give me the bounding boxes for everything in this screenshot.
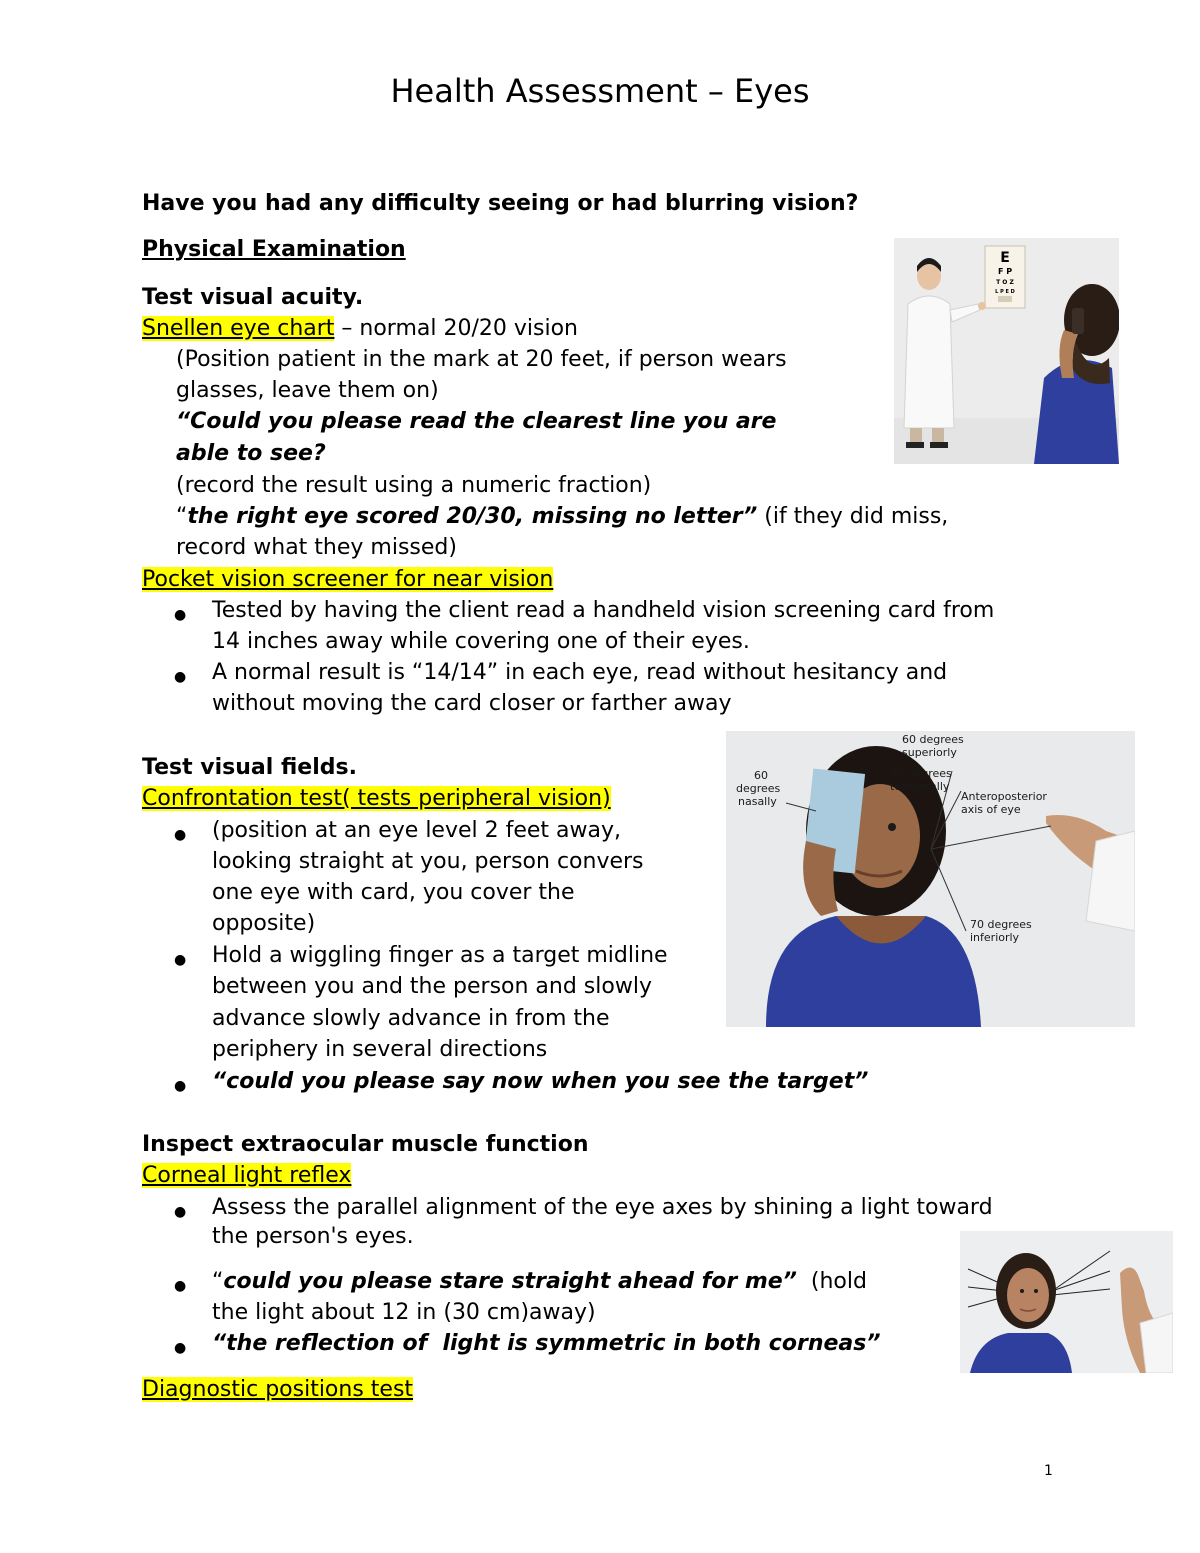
label-axis-2: axis of eye — [961, 803, 1021, 816]
confront-line — [142, 783, 611, 814]
page-number: 1 — [1044, 1463, 1053, 1479]
result-rest: (if they did miss, — [757, 504, 949, 529]
label-inferior-1: 70 degrees — [970, 918, 1032, 931]
result-quote: the right eye scored 20/30, missing no letter” — [187, 504, 758, 529]
eom-bullet-1b: the person's eyes. — [212, 1224, 414, 1249]
label-temporal-2: temporally — [890, 780, 950, 793]
acuity-result-end: record what they missed) — [176, 535, 457, 560]
corneal-line — [142, 1160, 351, 1191]
eom-bullet-2b: the light about 12 in (30 cm)away) — [212, 1300, 596, 1325]
eye-chart-row-3: T O Z — [996, 279, 1014, 286]
result-open-quote: “ — [176, 504, 188, 529]
fields-bullet-2b: between you and the person and slowly — [212, 974, 652, 999]
eom-bullet-3: “the reflection of light is symmetric in both corneas” — [212, 1331, 881, 1356]
acuity-result — [176, 501, 948, 532]
corneal-photo — [960, 1231, 1173, 1373]
acuity-record: (record the result using a numeric fraction) — [176, 473, 652, 498]
bullet-icon: ● — [174, 1204, 187, 1220]
label-nasal-2: degrees — [736, 782, 781, 795]
snellen-rest: – normal 20/20 vision — [334, 316, 578, 341]
fields-bullet-1b: looking straight at you, person convers — [212, 849, 644, 874]
intro-question: Have you had any difficulty seeing or had blurring vision? — [142, 191, 859, 216]
bullet-icon: ● — [174, 669, 187, 685]
page-title: Health Assessment – Eyes — [390, 72, 810, 110]
eom-heading: Inspect extraocular muscle function — [142, 1132, 589, 1157]
bullet-icon: ● — [174, 952, 187, 968]
diag-line — [142, 1374, 413, 1405]
section-heading: Physical Examination — [142, 237, 406, 262]
acuity-heading: Test visual acuity. — [142, 285, 364, 310]
label-nasal-1: 60 — [754, 769, 768, 782]
label-axis-1: Anteroposterior — [961, 790, 1047, 803]
snellen-label: Snellen eye chart — [142, 316, 335, 341]
snellen-photo — [894, 238, 1119, 464]
fields-bullet-1a: (position at an eye level 2 feet away, — [212, 818, 622, 843]
fields-bullet-2c: advance slowly advance in from the — [212, 1006, 610, 1031]
acuity-quote-2: able to see? — [176, 441, 326, 466]
bullet-icon: ● — [174, 827, 187, 843]
confrontation-photo — [726, 731, 1135, 1027]
pocket-bullet-2b: without moving the card closer or farther away — [212, 691, 732, 716]
eom-bullet-1a: Assess the parallel alignment of the eye axes by shining a light toward — [212, 1195, 993, 1220]
bullet-icon: ● — [174, 1078, 187, 1094]
pocket-bullet-2a: A normal result is “14/14” in each eye, read without hesitancy and — [212, 660, 948, 685]
acuity-quote-1: “Could you please read the clearest line you are — [176, 409, 777, 434]
bullet-icon: ● — [174, 607, 187, 623]
eye-chart-row-4: L P E D — [995, 289, 1015, 295]
label-superior-2: superiorly — [902, 746, 957, 759]
acuity-instruction-1: (Position patient in the mark at 20 feet, if person wears — [176, 347, 787, 372]
eom-b2-rest: (hold — [796, 1269, 867, 1294]
eye-chart-row-2: F P — [997, 267, 1013, 276]
label-temporal-1: 90 degrees — [890, 767, 952, 780]
eom-b2-open: “ — [212, 1269, 224, 1294]
snellen-line — [142, 313, 578, 344]
corneal-label: Corneal light reflex — [142, 1163, 352, 1188]
fields-bullet-1c: one eye with card, you cover the — [212, 880, 575, 905]
fields-quote-bullet: “could you please say now when you see the target” — [212, 1069, 869, 1094]
eom-b2-quote: could you please stare straight ahead for me” — [223, 1269, 797, 1294]
eom-bullet-2 — [212, 1266, 867, 1297]
fields-bullet-2d: periphery in several directions — [212, 1037, 548, 1062]
bullet-icon: ● — [174, 1278, 187, 1294]
fields-heading: Test visual fields. — [142, 755, 357, 780]
label-superior-1: 60 degrees — [902, 733, 964, 746]
confront-label: Confrontation test( tests peripheral vision) — [142, 786, 611, 811]
fields-bullet-1d: opposite) — [212, 911, 316, 936]
pocket-bullet-1a: Tested by having the client read a handheld vision screening card from — [212, 598, 995, 623]
diag-label: Diagnostic positions test — [142, 1377, 414, 1402]
label-nasal-3: nasally — [738, 795, 777, 808]
bullet-icon: ● — [174, 1340, 187, 1356]
acuity-instruction-2: glasses, leave them on) — [176, 378, 439, 403]
eye-chart-row-1: E — [1000, 250, 1010, 266]
eye-chart-icon — [985, 246, 1025, 308]
pocket-bullet-1b: 14 inches away while covering one of their eyes. — [212, 629, 750, 654]
pocket-line — [142, 564, 553, 595]
fields-bullet-2a: Hold a wiggling finger as a target midline — [212, 943, 668, 968]
label-inferior-2: inferiorly — [970, 931, 1020, 944]
pocket-label: Pocket vision screener for near vision — [142, 567, 554, 592]
